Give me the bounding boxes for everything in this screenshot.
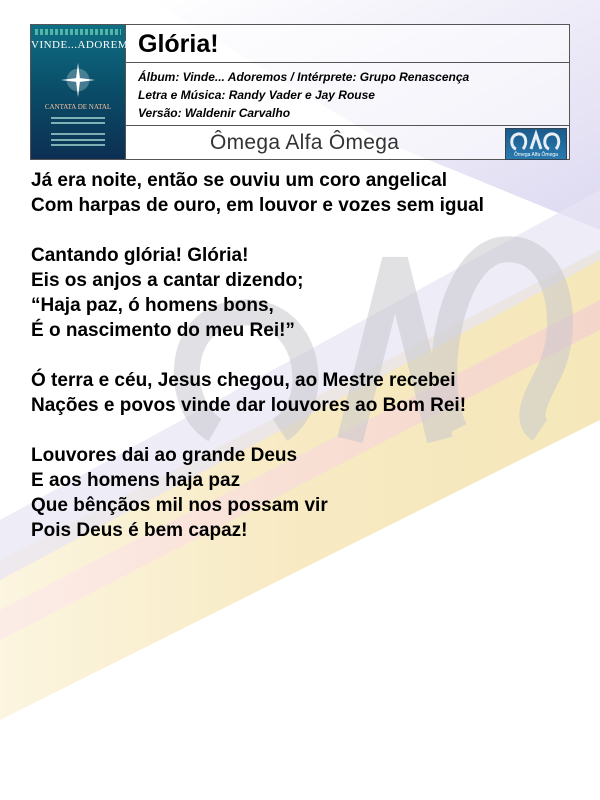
star-icon [59,61,97,99]
omega-logo-icon [506,129,566,153]
song-title: Glória! [138,30,219,58]
lyric-line: Louvores dai ao grande Deus [31,445,298,466]
lyric-line: Já era noite, então se ouviu um coro angelical [31,170,448,191]
brand-cell [126,126,569,159]
album-cover-subtitle: CANTATA DE NATAL [44,103,112,111]
stanza [31,168,571,218]
stanza [31,443,571,543]
song-header [30,24,570,160]
brand-name: Ômega Alfa Ômega [210,131,400,154]
lyrics [31,168,571,568]
lyric-line: “Haja paz, ó homens bons, [31,295,274,316]
lyric-line: Eis os anjos a cantar dizendo; [31,270,304,291]
stanza [31,243,571,343]
album-cover [31,25,144,159]
lyric-line: Pois Deus é bem capaz! [31,520,248,541]
lyric-line: Nações e povos vinde dar louvores ao Bom Rei! [31,395,467,416]
credits-line: Letra e Música: Randy Vader e Jay Rouse [138,88,375,102]
title-cell [126,25,569,63]
lyric-line: Ó terra e céu, Jesus chegou, ao Mestre recebei [31,370,456,391]
lyric-line: Que bênçãos mil nos possam vir [31,495,328,516]
lyric-line: Com harpas de ouro, em louvor e vozes sem igual [31,195,484,216]
logo-caption: Ômega Alfa Ômega [514,152,558,158]
version-line: Versão: Waldenir Carvalho [138,106,291,120]
album-line: Álbum: Vinde... Adoremos / Intérprete: Grupo Renascença [138,70,470,84]
lyric-line: Cantando glória! Glória! [31,245,249,266]
song-info [126,63,569,126]
lyric-line: E aos homens haja paz [31,470,241,491]
lyric-line: É o nascimento do meu Rei!” [31,320,295,341]
omega-alfa-omega-logo [505,128,567,160]
stanza [31,368,571,418]
album-cover-title: VINDE...ADOREMOS [31,39,144,51]
